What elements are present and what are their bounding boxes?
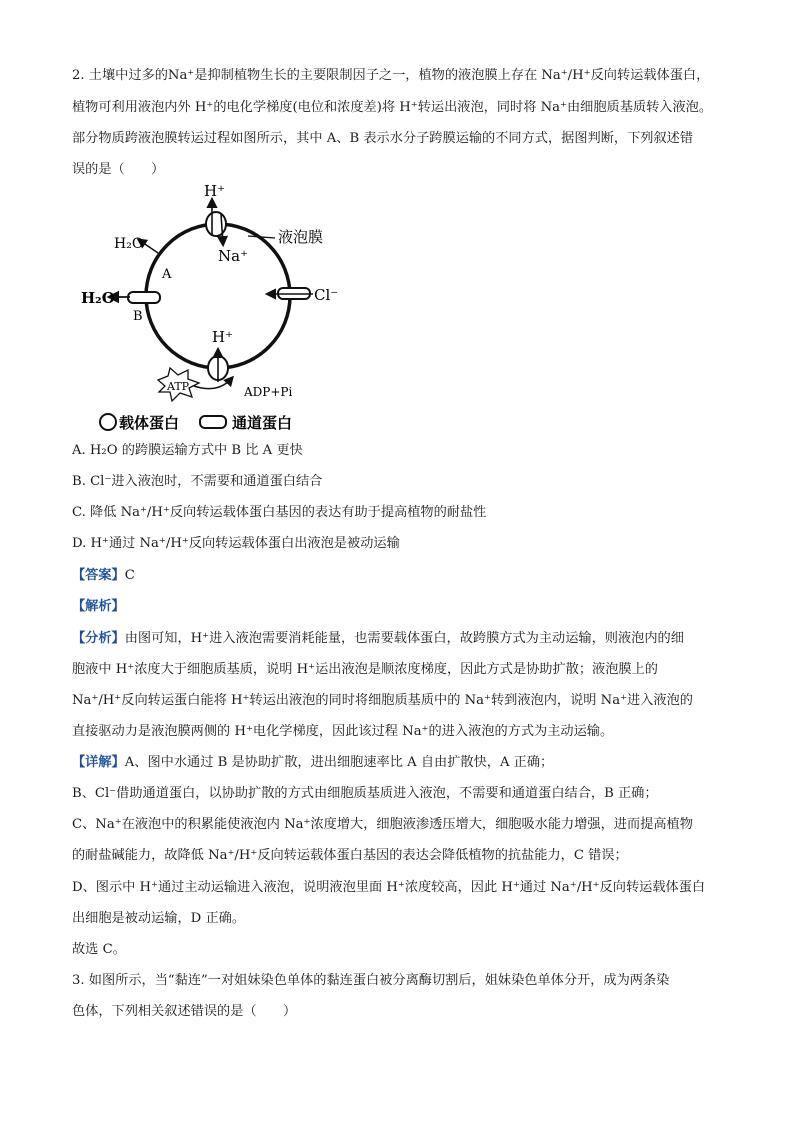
h-plus-top-label: H⁺ xyxy=(204,182,225,200)
option-c: C. 降低 Na⁺/H⁺反向转运载体蛋白基因的表达有助于提高植物的耐盐性 xyxy=(72,505,487,520)
q2-stem-line-1: 2. 土壤中过多的Na⁺是抑制植物生长的主要限制因子之一，植物的液泡膜上存在 Na⁺/H⁺反向转运载体蛋白， xyxy=(72,68,710,83)
legend-channel-text: 通道蛋白 xyxy=(232,414,293,432)
h2o-top-label: H₂O xyxy=(114,236,144,252)
xiangjie-line-5: D、图示中 H⁺通过主动运输进入液泡，说明液泡里面 H⁺浓度较高，因此 H⁺通过 Na⁺/H⁺反向转运载体蛋白 xyxy=(72,880,706,895)
h-plus-bottom-label: H⁺ xyxy=(212,328,233,346)
option-b: B. Cl⁻进入液泡时，不需要和通道蛋白结合 xyxy=(72,474,323,489)
xiangjie-line-3: C、Na⁺在液泡中的积累能使液泡内 Na⁺浓度增大，细胞液渗透压增大，细胞吸水能力增强，进而提高植物 xyxy=(72,817,693,832)
fenxi-tag: 【分析】 xyxy=(72,631,125,646)
label-b: B xyxy=(133,309,143,324)
analysis-tag: 【解析】 xyxy=(72,599,125,614)
membrane-label: 液泡膜 xyxy=(278,228,324,246)
fenxi-text-1: 由图可知，H⁺进入液泡需要消耗能量，也需要载体蛋白，故跨膜方式为主动运输，则液泡内的细 xyxy=(124,631,684,646)
q2-stem-line-2: 植物可利用液泡内外 H⁺的电化学梯度(电位和浓度差)将 H⁺转运出液泡，同时将 Na⁺由细胞质基质转入液泡。 xyxy=(72,100,713,115)
q2-stem-line-3: 部分物质跨液泡膜转运过程如图所示，其中 A、B 表示水分子跨膜运输的不同方式，据图判断，下列叙述错 xyxy=(72,131,694,146)
fenxi-line-2: 胞液中 H⁺浓度大于细胞质基质，说明 H⁺运出液泡是顺浓度梯度，因此方式是协助扩散；液泡膜上的 xyxy=(72,662,658,677)
answer-value: C xyxy=(124,568,135,583)
atp-label: ATP xyxy=(167,380,190,393)
legend-channel-symbol xyxy=(200,416,226,428)
fenxi-line-4: 直接驱动力是液泡膜两侧的 H⁺电化学梯度，因此该过程 Na⁺的进入液泡的方式为主动运输。 xyxy=(72,724,614,739)
h2o-left-label: H₂O xyxy=(81,289,115,307)
vacuole-membrane-diagram xyxy=(72,180,342,435)
adp-pi-label: ADP+Pi xyxy=(244,385,293,399)
xiangjie-tag: 【详解】 xyxy=(72,755,125,770)
water-channel-protein xyxy=(128,292,160,303)
na-plus-label: Na⁺ xyxy=(218,247,248,265)
xiangjie-text-1: A、图中水通过 B 是协助扩散，进出细胞速率比 A 自由扩散快，A 正确； xyxy=(124,755,554,770)
fenxi-line-3: Na⁺/H⁺反向转运蛋白能将 H⁺转运出液泡的同时将细胞质基质中的 Na⁺转到液泡内，说明 Na⁺进入液泡的 xyxy=(72,693,693,708)
xiangjie-line-1 xyxy=(72,753,553,773)
fenxi-line-1 xyxy=(72,629,684,649)
vacuole-membrane xyxy=(146,224,290,368)
analysis-row xyxy=(72,597,125,617)
label-a: A xyxy=(162,267,172,282)
xiangjie-line-6: 出细胞是被动运输，D 正确。 xyxy=(72,911,246,926)
q3-stem-line-1: 3. 如图所示，当“黏连”一对姐妹染色单体的黏连蛋白被分离酶切割后，姐妹染色单体分开，成为两条染 xyxy=(72,973,670,988)
option-a: A. H₂O 的跨膜运输方式中 B 比 A 更快 xyxy=(72,443,303,458)
option-d: D. H⁺通过 Na⁺/H⁺反向转运载体蛋白出液泡是被动运输 xyxy=(72,536,400,551)
legend-carrier-text: 载体蛋白 xyxy=(119,414,180,432)
legend-carrier-symbol xyxy=(100,414,116,430)
q3-stem-line-2: 色体，下列相关叙述错误的是（ ） xyxy=(72,1004,297,1019)
xiangjie-line-2: B、Cl⁻借助通道蛋白，以协助扩散的方式由细胞质基质进入液泡，不需要和通道蛋白结合，B 正确； xyxy=(72,786,658,801)
cl-minus-label: Cl⁻ xyxy=(314,286,339,304)
answer-row xyxy=(72,566,135,586)
conclusion: 故选 C。 xyxy=(72,942,126,957)
q2-stem-line-4: 误的是（ ） xyxy=(72,162,165,177)
xiangjie-line-4: 的耐盐碱能力，故降低 Na⁺/H⁺反向转运载体蛋白基因的表达会降低植物的抗盐能力，C 错误； xyxy=(72,848,628,863)
answer-tag: 【答案】 xyxy=(72,568,125,583)
